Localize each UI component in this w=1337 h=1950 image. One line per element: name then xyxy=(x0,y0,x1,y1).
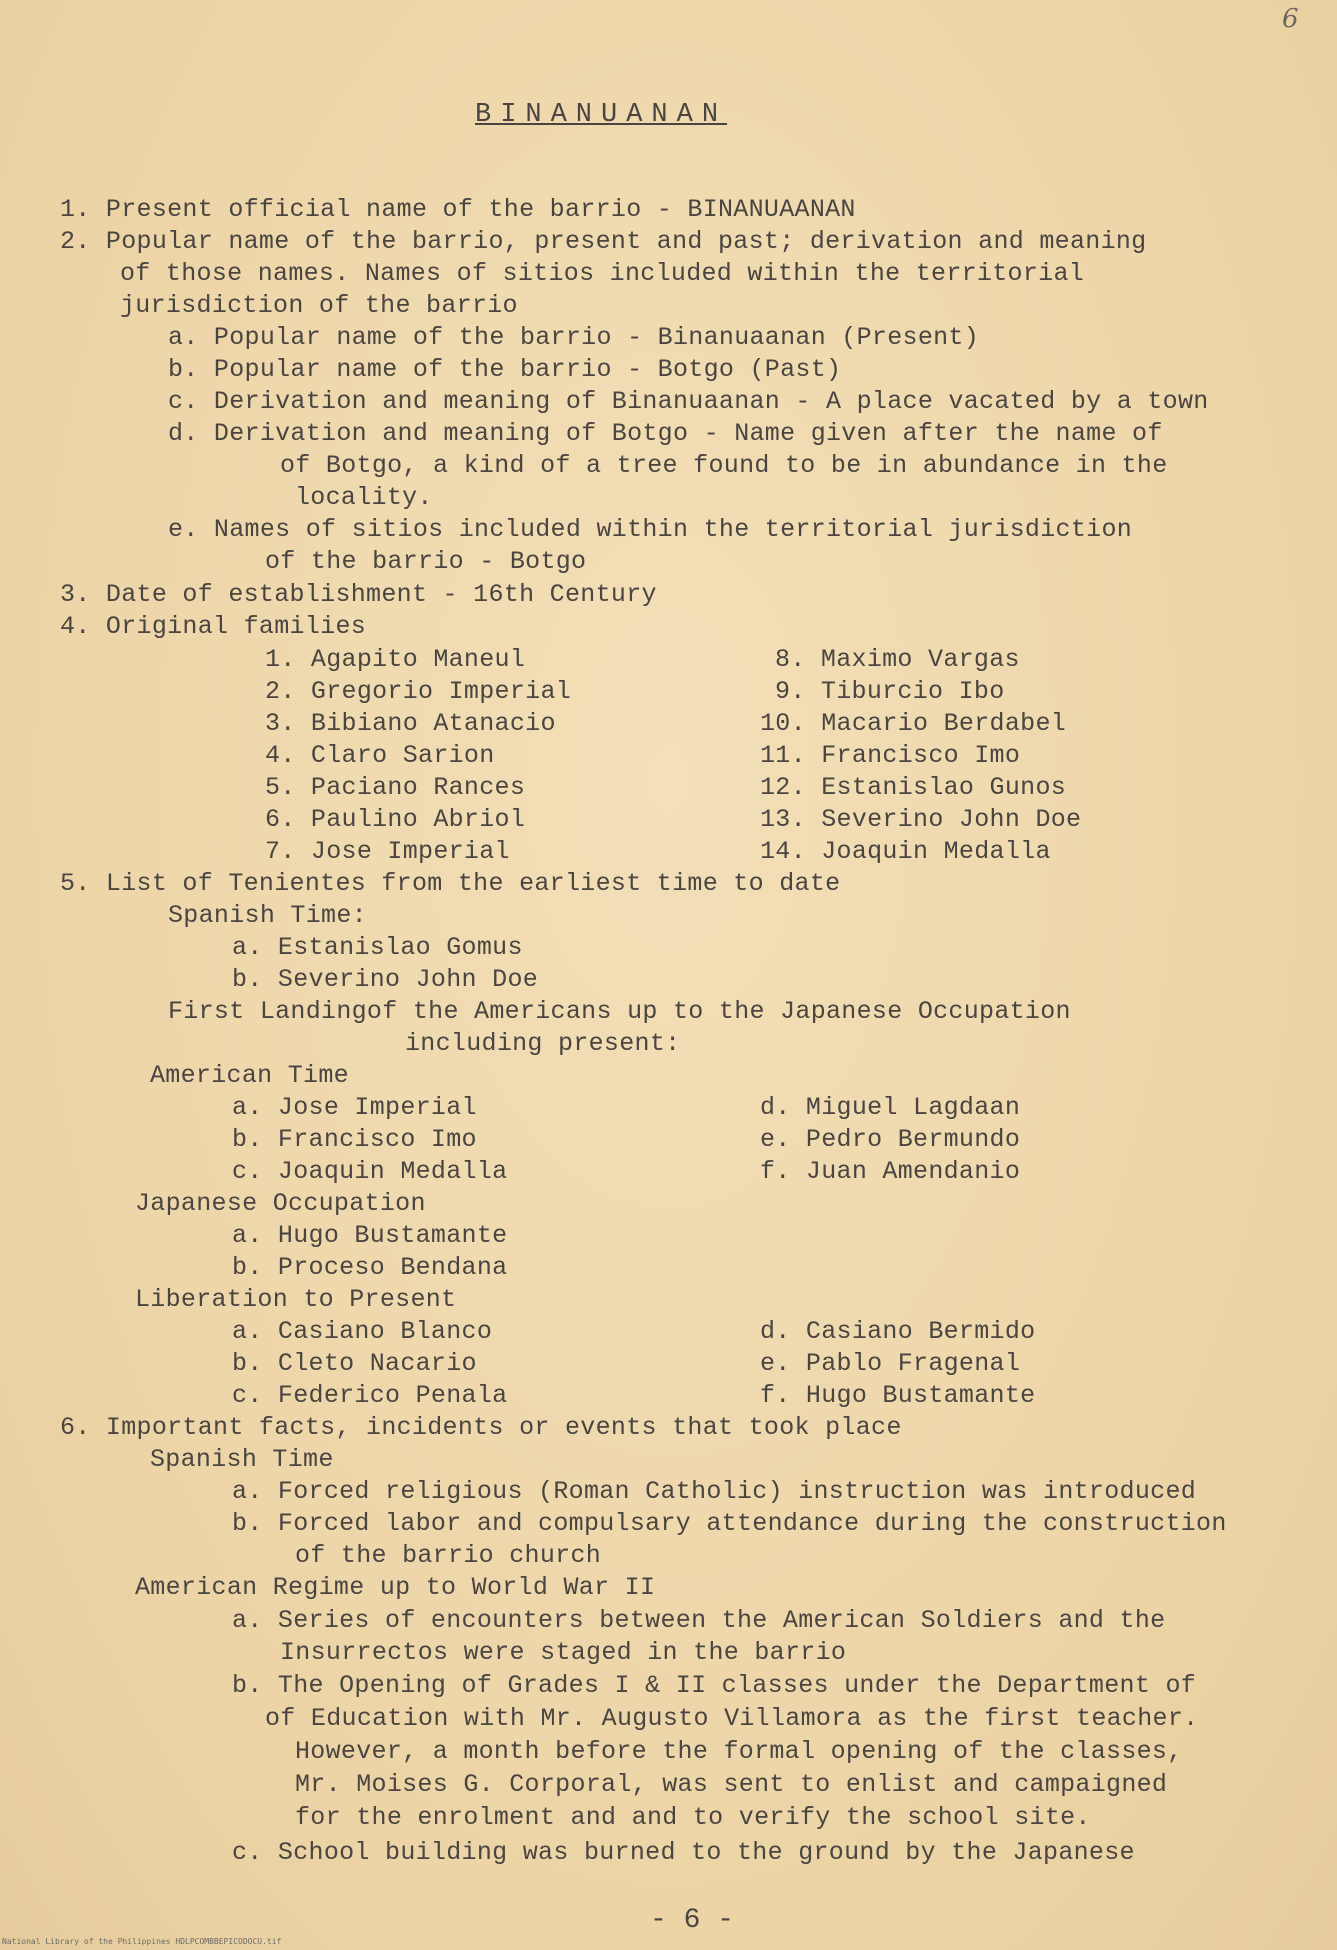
text-line: c. School building was burned to the ground by the Japanese xyxy=(232,1838,1135,1867)
text-line: 4. Original families xyxy=(60,612,367,641)
text-line: Spanish Time: xyxy=(168,901,367,930)
text-line: b. The Opening of Grades I & II classes under the Department of xyxy=(232,1671,1197,1700)
text-line: Liberation to Present xyxy=(135,1285,457,1314)
teniente-item: a. Hugo Bustamante xyxy=(232,1221,508,1250)
teniente-item: e. Pedro Bermundo xyxy=(760,1125,1021,1154)
teniente-item: b. Francisco Imo xyxy=(232,1125,477,1154)
text-line: of those names. Names of sitios included within the territorial xyxy=(120,259,1085,288)
family-item: 9. Tiburcio Ibo xyxy=(775,677,1005,706)
family-item: 8. Maximo Vargas xyxy=(775,645,1020,674)
teniente-item: b. Severino John Doe xyxy=(232,965,539,994)
text-line: 3. Date of establishment - 16th Century xyxy=(60,580,657,609)
teniente-item: f. Juan Amendanio xyxy=(760,1157,1021,1186)
text-line: for the enrolment and and to verify the school site. xyxy=(295,1803,1091,1832)
family-item: 12. Estanislao Gunos xyxy=(760,773,1067,802)
family-item: 10. Macario Berdabel xyxy=(760,709,1067,738)
text-line: b. Forced labor and compulsary attendance during the construction xyxy=(232,1509,1227,1538)
family-item: 1. Agapito Maneul xyxy=(265,645,526,674)
teniente-item: f. Hugo Bustamante xyxy=(760,1381,1036,1410)
family-item: 4. Claro Sarion xyxy=(265,741,495,770)
text-line: 5. List of Tenientes from the earliest time to date xyxy=(60,869,841,898)
teniente-item: d. Miguel Lagdaan xyxy=(760,1093,1021,1122)
text-line: d. Derivation and meaning of Botgo - Name given after the name of xyxy=(168,419,1163,448)
text-line: of Botgo, a kind of a tree found to be in abundance in the xyxy=(280,451,1168,480)
teniente-item: c. Federico Penala xyxy=(232,1381,508,1410)
text-line: b. Popular name of the barrio - Botgo (Past) xyxy=(168,355,842,384)
document-title: BINANUANAN xyxy=(475,100,728,130)
text-line: e. Names of sitios included within the territorial jurisdiction xyxy=(168,515,1133,544)
text-line: Spanish Time xyxy=(150,1445,334,1474)
family-item: 11. Francisco Imo xyxy=(760,741,1021,770)
text-line: jurisdiction of the barrio xyxy=(120,291,518,320)
family-item: 7. Jose Imperial xyxy=(265,837,510,866)
family-item: 6. Paulino Abriol xyxy=(265,805,526,834)
family-item: 13. Severino John Doe xyxy=(760,805,1082,834)
text-line: of the barrio - Botgo xyxy=(265,547,587,576)
text-line: 1. Present official name of the barrio - BINANUAANAN xyxy=(60,195,856,224)
text-line: First Landingof the Americans up to the Japanese Occupation xyxy=(168,997,1071,1026)
text-line: Japanese Occupation xyxy=(135,1189,426,1218)
text-line: a. Series of encounters between the American Soldiers and the xyxy=(232,1606,1166,1635)
text-line: c. Derivation and meaning of Binanuaanan - A place vacated by a town xyxy=(168,387,1209,416)
corner-page-number: 6 xyxy=(1282,4,1299,34)
text-line: 6. Important facts, incidents or events that took place xyxy=(60,1413,902,1442)
teniente-item: e. Pablo Fragenal xyxy=(760,1349,1021,1378)
teniente-item: a. Estanislao Gomus xyxy=(232,933,523,962)
text-line: 2. Popular name of the barrio, present and past; derivation and meaning xyxy=(60,227,1147,256)
teniente-item: b. Cleto Nacario xyxy=(232,1349,477,1378)
family-item: 14. Joaquin Medalla xyxy=(760,837,1051,866)
family-item: 3. Bibiano Atanacio xyxy=(265,709,556,738)
text-line: American Regime up to World War II xyxy=(135,1573,656,1602)
text-line: locality. xyxy=(295,483,433,512)
teniente-item: b. Proceso Bendana xyxy=(232,1253,508,1282)
text-line: American Time xyxy=(150,1061,349,1090)
teniente-item: c. Joaquin Medalla xyxy=(232,1157,508,1186)
text-line: including present: xyxy=(405,1029,681,1058)
text-line: a. Popular name of the barrio - Binanuaanan (Present) xyxy=(168,323,980,352)
teniente-item: a. Jose Imperial xyxy=(232,1093,477,1122)
teniente-item: a. Casiano Blanco xyxy=(232,1317,493,1346)
text-line: However, a month before the formal opening of the classes, xyxy=(295,1737,1183,1766)
text-line: of Education with Mr. Augusto Villamora as the first teacher. xyxy=(265,1704,1199,1733)
page-number: - 6 - xyxy=(650,1905,735,1936)
text-line: Insurrectos were staged in the barrio xyxy=(280,1638,847,1667)
text-line: Mr. Moises G. Corporal, was sent to enlist and campaigned xyxy=(295,1770,1168,1799)
family-item: 5. Paciano Rances xyxy=(265,773,526,802)
text-line: a. Forced religious (Roman Catholic) instruction was introduced xyxy=(232,1477,1197,1506)
scan-footer: National Library of the Philippines HDLPCOMBBEPICODOCU.tif xyxy=(2,1937,282,1946)
teniente-item: d. Casiano Bermido xyxy=(760,1317,1036,1346)
family-item: 2. Gregorio Imperial xyxy=(265,677,572,706)
text-line: of the barrio church xyxy=(295,1541,602,1570)
